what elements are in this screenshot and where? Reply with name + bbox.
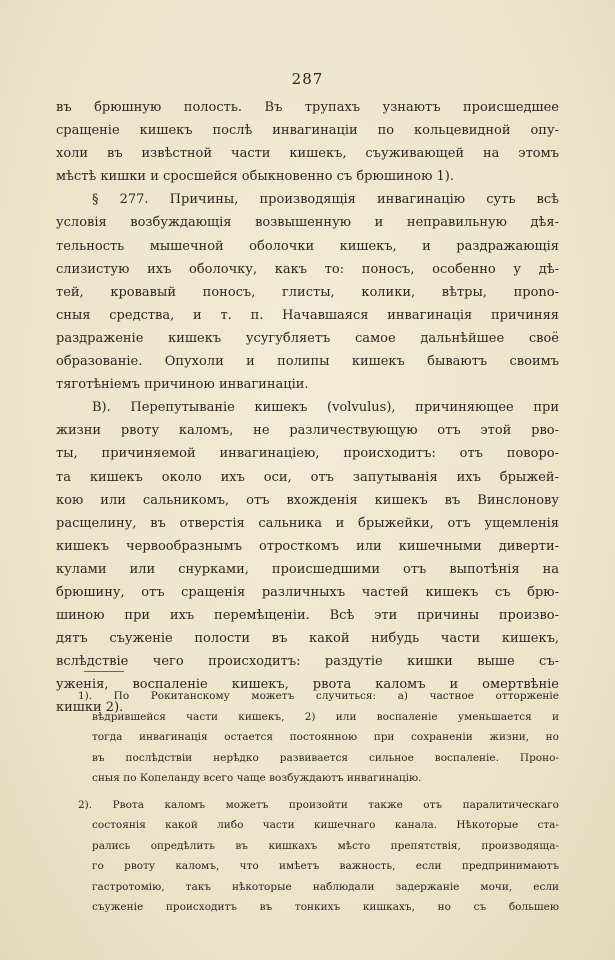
footnote-line: гастротомію, такъ нѣкоторые наблюдали задержаніе мочи, если	[92, 880, 559, 893]
text-line: слизистую ихъ оболочку, какъ то: поносъ, особенно у дѣ-	[56, 261, 559, 277]
section-b-heading-line: B). Перепутываніе кишекъ (volvulus), причиняющее при	[92, 400, 559, 416]
text-line: дятъ съуженіе полости въ какой нибудь части кишекъ,	[56, 631, 559, 647]
footnote-1	[56, 686, 559, 789]
section-277-heading-line: § 277. Причины, производящія инвагинацію суть всѣ	[92, 192, 559, 208]
text-line: вслѣдствіе чего происходитъ: раздутіе кишки выше съ-	[56, 654, 559, 670]
text-line: образованіе. Опухоли и полипы кишекъ бываютъ своимъ	[56, 354, 559, 370]
text-line: ты, причиняемой инвагинаціею, происходитъ: отъ поворо-	[56, 446, 559, 462]
text-line: кулами или снурками, происшедшими отъ выпотѣнія на	[56, 561, 559, 577]
footnote-divider	[84, 671, 124, 672]
footnote-line: рались опредѣлить въ кишкахъ мѣсто препятствія, производяща-	[92, 839, 559, 852]
footnotes	[56, 686, 559, 918]
text-line: тяготѣніемъ причиною инвагинаціи.	[56, 377, 309, 393]
footnote-line: съуженіе происходитъ въ тонкихъ кишкахъ, но съ большею	[92, 901, 559, 913]
text-line: сращеніе кишекъ послѣ инвагинаціи по кольцевидной опу-	[56, 123, 559, 139]
footnote-line: тогда инвагинація остается постоянною при сохраненіи жизни, но	[92, 731, 559, 743]
text-line: холи въ извѣстной части кишекъ, съуживающей на этомъ	[56, 146, 559, 162]
footnote-line: сныя по Копеланду всего чаще возбуждаютъ инвагинацію.	[92, 772, 422, 784]
main-text	[56, 96, 559, 720]
text-line: тей, кровавый поносъ, глисты, колики, вѣтры, прono-	[56, 284, 559, 300]
footnote-line: 1). По Рокитанскому можетъ случиться: а) частное отторженіе	[78, 690, 559, 702]
text-line: сныя средства, и т. п. Начавшаяся инвагинація причиняя	[56, 307, 559, 323]
page-number: 287	[291, 70, 324, 88]
footnote-2	[56, 795, 559, 918]
text-line: шиною при ихъ перемѣщеніи. Всѣ эти причины произво-	[56, 608, 559, 624]
text-line: въ брюшную полость. Въ трупахъ узнаютъ происшедшее	[56, 100, 559, 115]
text-line: условія возбуждающія возвышенную и неправильную дѣя-	[56, 215, 559, 231]
text-line: жизни рвоту каломъ, не различествующую отъ этой рво-	[56, 423, 559, 439]
footnote-line: состоянія какой либо части кишечнаго канала. Нѣкоторые ста-	[92, 819, 559, 831]
text-line: расщелину, въ отверстія сальника и брыжейки, отъ ущемленія	[56, 515, 559, 531]
text-line: раздраженіе кишекъ усугубляетъ самое дальнѣйшее своё	[56, 330, 559, 346]
footnote-line: въ послѣдствіи нерѣдко развивается сильное воспаленіе. Проно-	[92, 751, 559, 764]
footnote-line: вѣдрившейся части кишекъ, 2) или воспаленіе уменьшается и	[92, 710, 559, 723]
footnote-line: го рвоту каломъ, что имѣетъ важность, если предпринимаютъ	[92, 860, 559, 872]
text-line: кишекъ червообразнымъ отросткомъ или кишечными диверти-	[56, 538, 559, 554]
text-line: кишки 2).	[56, 700, 124, 716]
text-line: мѣстѣ кишки и сросшейся обыкновенно съ брюшиною 1).	[56, 169, 454, 185]
text-line: тельность мышечной оболочки кишекъ, и раздражающія	[56, 238, 559, 254]
text-line: кою или сальникомъ, отъ вхожденія кишекъ въ Винслонову	[56, 492, 559, 508]
text-line: брюшину, отъ сращенія различныхъ частей кишекъ съ брю-	[56, 584, 559, 600]
footnote-line: 2). Рвота каломъ можетъ произойти также отъ паралитическаго	[78, 798, 559, 811]
text-line: та кишекъ около ихъ оси, отъ запутыванія ихъ брыжей-	[56, 469, 559, 485]
text-line: уженія, воспаленіе кишекъ, рвота каломъ и омертвѣніе	[56, 677, 559, 693]
